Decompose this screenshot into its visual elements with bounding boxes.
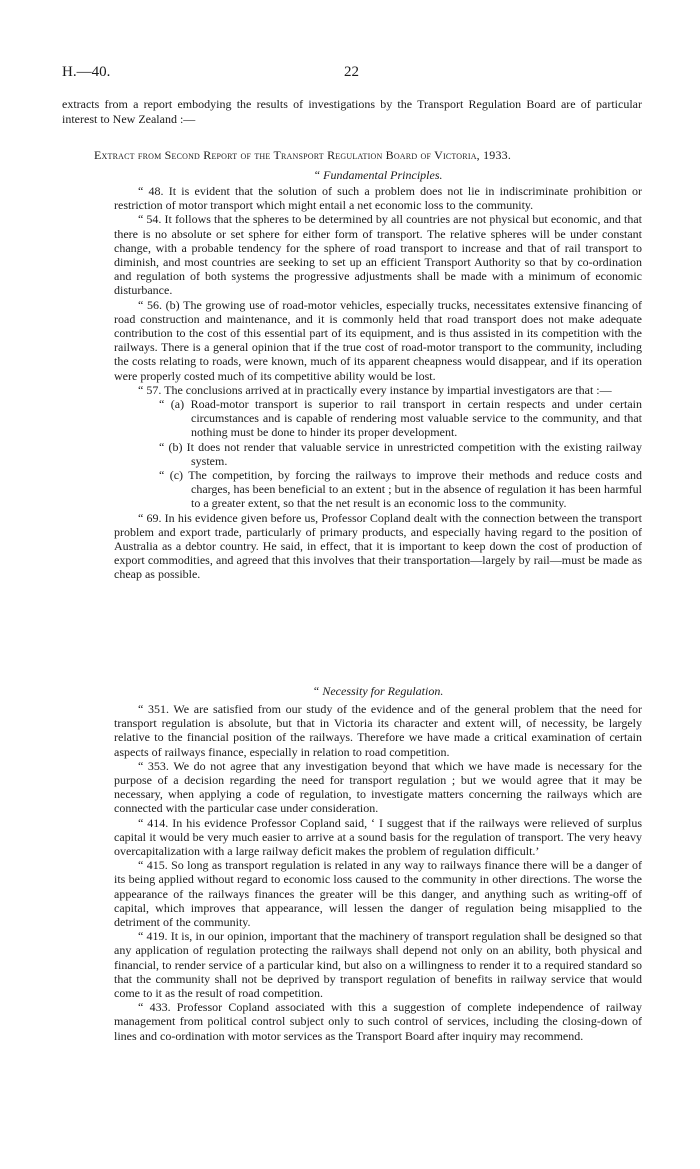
paragraph: “ 48. It is evident that the solution of such a problem does not lie in indiscriminate prohibition or restriction of motor transport which might entail a net economic loss to the community. [114,184,642,213]
list-item: “ (b) It does not render that valuable service in unrestricted competition with the existing railway system. [159,439,642,468]
extract-title: Extract from Second Report of the Transport Regulation Board of Victoria, 1933. [94,148,512,162]
paragraph: “ 414. In his evidence Professor Copland said, ‘ I suggest that if the railways were relieved of surplus capital it would be very much easier to arrive at a sound basis for the regulation of transport. The very heavy overcapitalization with a large railway deficit makes the problem of regulation difficult.’ [114,815,642,859]
paragraph: “ 433. Professor Copland associated with this a suggestion of complete independence of railway management from political control subject only to such control of services, including the closing-down of lines and co-ordination with motor services as the Transport Board after inquiry may recommend. [114,1000,642,1043]
paragraph: “ 56. (b) The growing use of road-motor vehicles, especially trucks, necessitates extensive financing of road construction and maintenance, and it is commonly held that road transport does not make adequate contribution to the cost of this essential part of its equipment, and is thus assisted in its competition with the railways. There is a general opinion that if the true cost of road-motor transport to the community, including the costs relating to roads, were known, much of its apparent cheapness would disappear, and if its operation were properly costed much of its competitive ability would be lost. [114,297,642,383]
section-title-necessity-for-regulation: “ Necessity for Regulation. [312,684,444,698]
paragraph: “ 419. It is, in our opinion, important that the machinery of transport regulation shall be designed so that any application of regulation protecting the railways shall depend not only on an ability, both physical and financial, to render service of a particular kind, but also on a willingness to render it to a required standard so that the community shall not be deprived by transport regulation of benefits in railway service that would come to it as the result of road competition. [114,929,642,1001]
page-header [62,64,642,84]
section-body-necessity-for-regulation [114,702,642,1043]
list-item: “ (c) The competition, by forcing the railways to improve their methods and reduce costs and charges, has been beneficial to an extent ; but in the absence of regulation it has been harmful to a greater extent, so that the net result is an economic loss to the community. [159,468,642,511]
paragraph: “ 69. In his evidence given before us, Professor Copland dealt with the connection between the transport problem and export trade, particularly of primary products, and especially having regard to the position of Australia as a debtor country. He said, in effect, that it is important to keep down the cost of production of export commodities, and agreed that this involves that their transportation—largely by rail—must be made as cheap as possible. [114,510,642,582]
section-body-fundamental-principles [114,184,642,582]
section-title-fundamental-principles: “ Fundamental Principles. [313,168,443,182]
paragraph: “ 353. We do not agree that any investigation beyond that which we have made is necessary for the purpose of a decision regarding the need for transport regulation ; but we would agree that it may be necessary, when applying a code of regulation, to investigate matters concerning the railways which are connected with the particular case under consideration. [114,758,642,816]
paragraph: “ 54. It follows that the spheres to be determined by all countries are not physical but economic, and that there is no absolute or set sphere for either form of transport. The relative spheres will be under constant change, with a probable tendency for the sphere of road transport to increase and that of rail transport to diminish, and most countries are seeking to set up an efficient Transport Authority so that by co-ordination and regulation of both systems the progressive adjustments shall be made with a minimum of economic disturbance. [114,212,642,298]
paragraph: “ 57. The conclusions arrived at in practically every instance by impartial investigators are that :— [138,382,612,397]
page-number: 22 [344,64,359,80]
list-item: “ (a) Road-motor transport is superior to rail transport in certain respects and under certain circumstances and is capable of rendering most valuable service to the community, and that nothing must be done to hinder its proper development. [159,397,642,440]
document-reference: H.—40. [62,64,111,80]
intro-text: extracts from a report embodying the results of investigations by the Transport Regulation Board are of particular interest to New Zealand :— [62,97,642,126]
paragraph: “ 351. We are satisfied from our study of the evidence and of the general problem that the need for transport regulation is absolute, but that in Victoria its character and extent will, of necessity, be largely relative to the financial position of the railways. Therefore we have made a critical examination of certain aspects of railways finance, especially in relation to road competition. [114,702,642,759]
paragraph: “ 415. So long as transport regulation is related in any way to railways finance there will be a danger of its being applied without regard to economic loss caused to the community in other directions. The worse the appearance of the railways finances the greater will be this danger, and anything such as writing-off of capital, which improves that appearance, will lessen the danger of regulation being misapplied to the detriment of the community. [114,858,642,930]
